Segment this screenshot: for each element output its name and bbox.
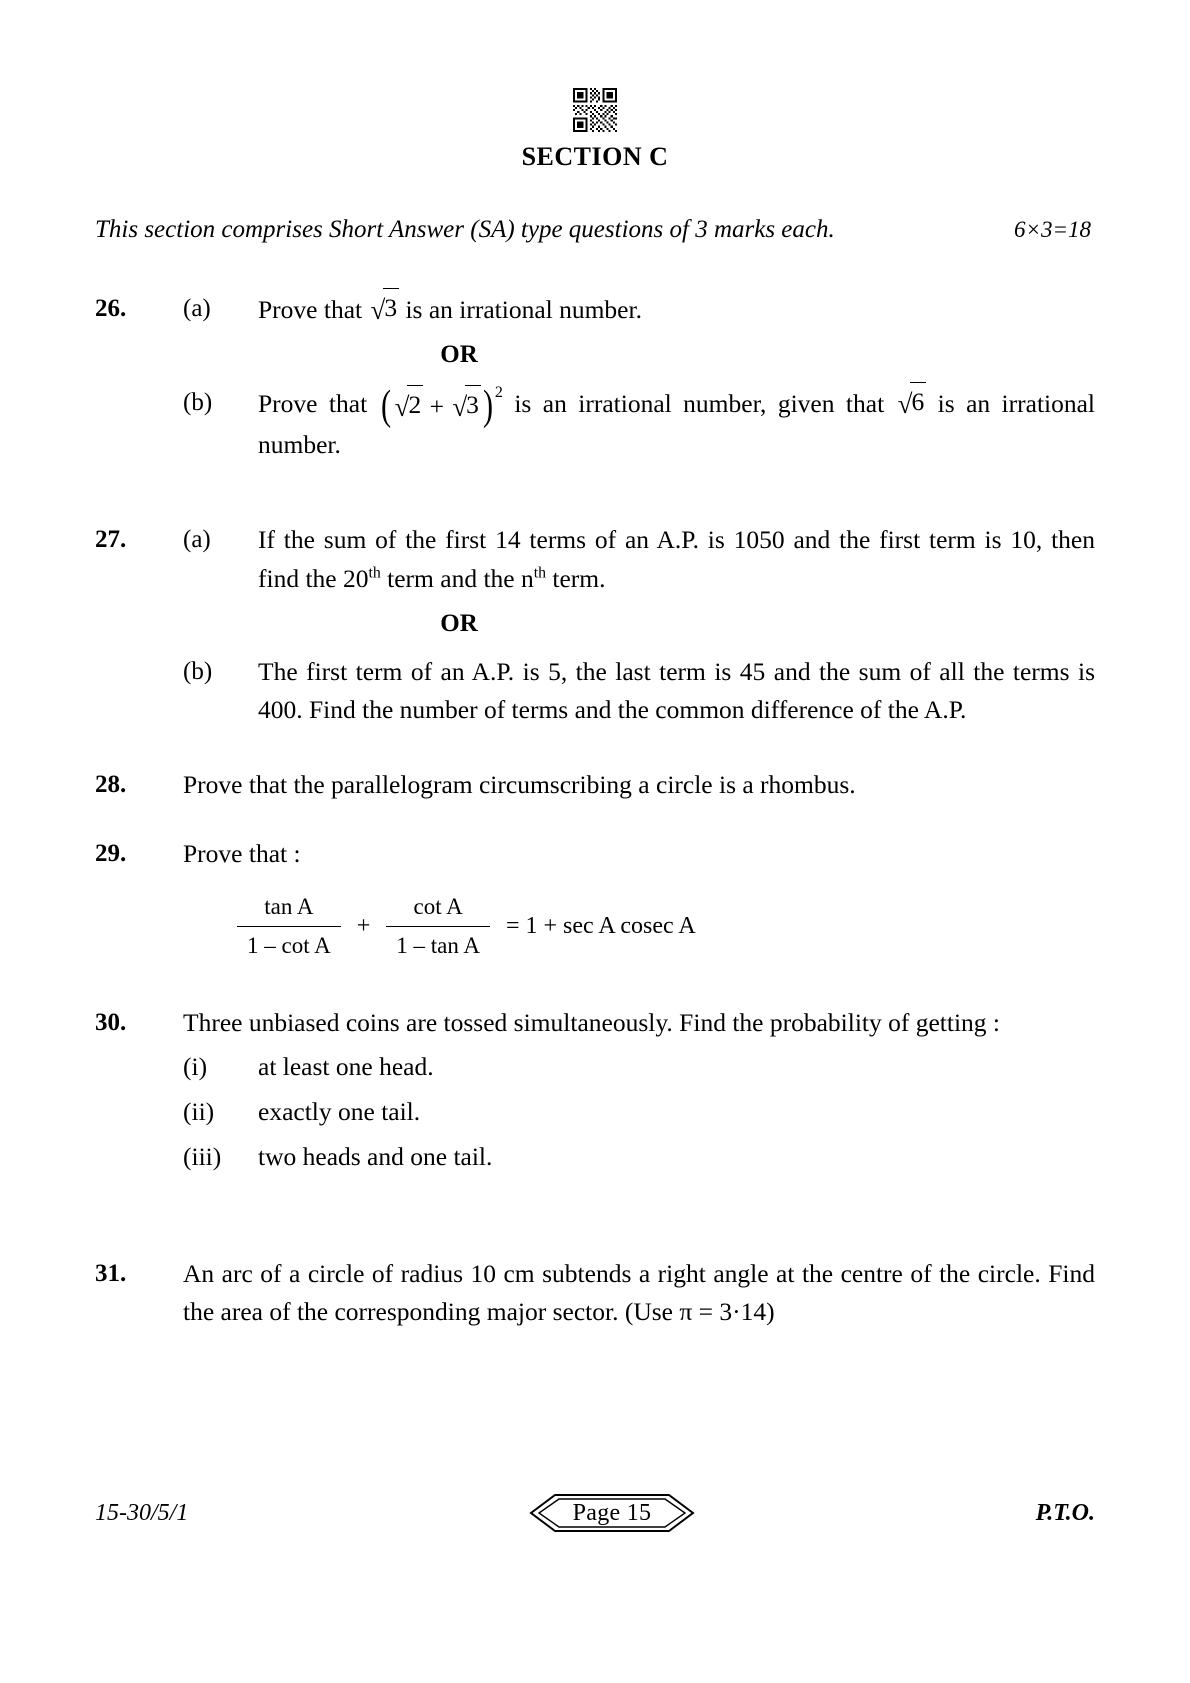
section-title: SECTION C: [521, 142, 669, 171]
section-instruction-text: This section comprises Short Answer (SA) type questions of 3 marks each.: [95, 216, 835, 243]
part-label: (b): [183, 657, 213, 685]
part-a-tail: is an irrational number.: [405, 295, 642, 324]
equation-right-hand-side: = 1 + sec A cosec A: [505, 913, 696, 940]
part-b-middle: is an irrational number, given that: [514, 388, 885, 418]
part-b-tail: is an irrational number.: [258, 388, 1096, 460]
question-number: 29.: [95, 839, 127, 867]
page-number-badge: [527, 1491, 697, 1535]
prove-that-text: Prove that: [258, 295, 363, 324]
radicand: 6: [910, 382, 926, 422]
page-number-label: Page 15: [572, 1499, 652, 1526]
question-28: [95, 766, 1095, 805]
question-27-part-b: [183, 653, 1095, 731]
part-a-text-3: term.: [546, 563, 606, 593]
squared-binomial-expression: [379, 383, 503, 430]
question-29-text: Prove that :: [183, 838, 301, 868]
question-31-text: An arc of a circle of radius 10 cm subtends a right angle at the centre of the circle. Find the area of the corresponding major sector. (Use π = 3·14): [183, 1258, 1095, 1327]
question-number: 26.: [95, 295, 127, 322]
item-text: at least one head.: [258, 1052, 434, 1082]
part-a-text-1: If the sum of the first 14 terms of an A.P. is 1050 and the first term is 10, then find the 20: [258, 525, 1095, 593]
sqrt-three: √3: [368, 290, 399, 330]
fraction-tan-over-one-minus-cot: [237, 890, 341, 964]
sqrt-three: √3: [450, 387, 481, 427]
question-30-item-i: [183, 1048, 1095, 1087]
question-27: [95, 521, 1095, 732]
part-text: [258, 521, 1095, 599]
numerator: tan A: [264, 893, 314, 919]
exponent: 2: [494, 384, 503, 402]
item-label: (ii): [183, 1097, 215, 1127]
question-number: 27.: [95, 526, 127, 554]
question-26-part-a: [183, 290, 1095, 330]
section-marks: 6×3=18: [1013, 217, 1091, 242]
question-30-text: Three unbiased coins are tossed simultaneously. Find the probability of getting :: [183, 1007, 1001, 1037]
or-separator-27: OR: [440, 609, 478, 637]
question-30-item-iii: [183, 1138, 1095, 1177]
question-30: [95, 1004, 1095, 1177]
qr-code-icon: [573, 88, 617, 132]
section-instruction: [95, 216, 1095, 244]
sqrt-two: √2: [393, 387, 424, 427]
question-26: [95, 290, 1095, 467]
question-26-part-b: [183, 384, 1095, 465]
pto-label: P.T.O.: [1035, 1499, 1095, 1526]
question-30-item-ii: [183, 1093, 1095, 1132]
part-label: (a): [183, 295, 211, 322]
item-label: (iii): [183, 1141, 222, 1171]
question-29: [95, 835, 1095, 964]
part-text: [258, 384, 1095, 465]
page-footer: [95, 1491, 1095, 1535]
part-a-text-2: term and the n: [380, 563, 534, 593]
item-text: two heads and one tail.: [258, 1141, 493, 1171]
ordinal-suffix-20th: th: [368, 564, 381, 582]
left-paren: (: [380, 383, 391, 430]
paper-code: 15-30/5/1: [95, 1499, 189, 1526]
question-31: [95, 1255, 1095, 1333]
part-text: [258, 290, 1095, 330]
plus-operator: +: [356, 913, 371, 940]
part-label: (b): [183, 388, 213, 416]
question-number: 31.: [95, 1259, 127, 1287]
question-number: 28.: [95, 771, 127, 799]
denominator: 1 – cot A: [237, 926, 341, 964]
item-text: exactly one tail.: [258, 1097, 421, 1127]
question-28-text: Prove that the parallelogram circumscribing a circle is a rhombus.: [183, 770, 856, 800]
part-label: (a): [183, 526, 211, 554]
or-separator-26: OR: [440, 340, 478, 368]
ordinal-suffix-nth: th: [533, 564, 547, 582]
radicand: 2: [407, 385, 423, 425]
plus-sign: +: [429, 391, 444, 421]
part-text: The first term of an A.P. is 5, the last term is 45 and the sum of all the terms is 400. Find the number of terms and the common difference of the A.P.: [258, 656, 1095, 725]
question-27-part-a: [183, 521, 1095, 599]
prove-that-text: Prove that: [258, 388, 368, 418]
question-number: 30.: [95, 1008, 127, 1036]
trigonometric-identity-equation: [183, 890, 1095, 964]
fraction-cot-over-one-minus-tan: [386, 890, 490, 964]
radicand: 3: [465, 385, 481, 425]
radicand: 3: [383, 288, 399, 328]
sqrt-six: √6: [896, 384, 927, 424]
denominator: 1 – tan A: [386, 926, 490, 964]
item-label: (i): [183, 1052, 208, 1082]
qr-code-container: [95, 0, 1095, 132]
numerator: cot A: [413, 893, 463, 919]
right-paren: ): [482, 383, 493, 430]
